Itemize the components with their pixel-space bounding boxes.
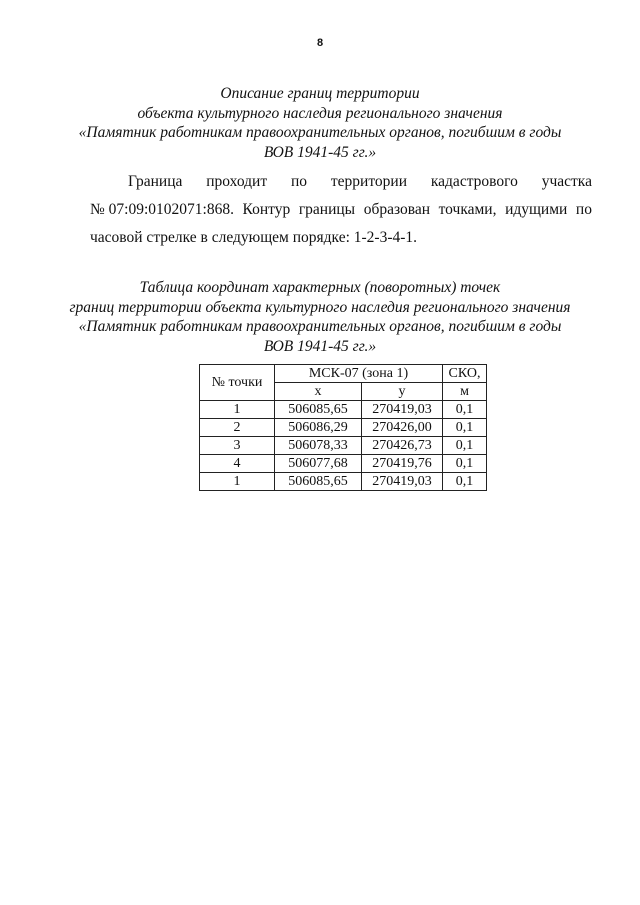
header-point-number: № точки (200, 365, 275, 401)
paragraph-word: образован (363, 201, 431, 218)
table-title-line: Таблица координат характерных (поворотных) точек (139, 279, 501, 296)
cell-sko: 0,1 (443, 401, 487, 419)
paragraph-word: кадастрового (430, 173, 518, 190)
cell-y: 270419,03 (362, 401, 443, 419)
paragraph-word: № (90, 201, 105, 218)
paragraph-word: по (575, 201, 592, 218)
page-number: 8 (316, 37, 324, 49)
paragraph-line: часовой стрелке в следующем порядке: 1-2-3-4-1. (90, 229, 418, 246)
cell-y: 270426,73 (362, 437, 443, 455)
table-row (200, 401, 487, 419)
cell-y: 270426,00 (362, 419, 443, 437)
cell-point: 3 (200, 437, 275, 455)
cell-point: 1 (200, 401, 275, 419)
section-title (60, 84, 580, 162)
paragraph-word: по (290, 173, 308, 190)
cell-point: 2 (200, 419, 275, 437)
table-title-line: «Памятник работникам правоохранительных органов, погибшим в годы (78, 318, 562, 335)
boundary-paragraph (90, 168, 592, 252)
paragraph-word: точками, (438, 201, 497, 218)
paragraph-word: Граница (128, 173, 183, 190)
cell-sko: 0,1 (443, 419, 487, 437)
paragraph-word: территории (330, 173, 407, 190)
paragraph-word: участка (541, 173, 592, 190)
cell-point: 4 (200, 455, 275, 473)
table-header-row (200, 365, 487, 383)
header-unit: м (443, 383, 487, 401)
cell-point: 1 (200, 473, 275, 491)
section-title-line: объекта культурного наследия регионального значения (137, 104, 503, 122)
table-row (200, 437, 487, 455)
section-title-line: «Памятник работникам правоохранительных органов, погибшим в годы (78, 124, 562, 141)
cell-y: 270419,76 (362, 455, 443, 473)
paragraph-line (90, 168, 592, 196)
cell-x: 506077,68 (275, 455, 362, 473)
table-row (200, 419, 487, 437)
table-title-line: границ территории объекта культурного наследия регионального значения (69, 298, 571, 316)
header-coordinate-system: МСК-07 (зона 1) (275, 365, 443, 383)
cell-sko: 0,1 (443, 455, 487, 473)
table-row (200, 473, 487, 491)
paragraph-word: идущими (505, 201, 568, 218)
paragraph-word: границы (298, 201, 356, 218)
table-title-line: ВОВ 1941-45 гг.» (263, 337, 377, 355)
section-title-line: Описание границ территории (220, 85, 420, 102)
cell-sko: 0,1 (443, 437, 487, 455)
paragraph-line (90, 196, 592, 224)
header-y: y (362, 383, 443, 401)
paragraph-word: Контур (242, 201, 291, 218)
table-row (200, 455, 487, 473)
cell-x: 506086,29 (275, 419, 362, 437)
paragraph-word (90, 196, 234, 224)
section-title-line: ВОВ 1941-45 гг.» (263, 143, 377, 161)
header-sko: СКО, (443, 365, 487, 383)
cell-y: 270419,03 (362, 473, 443, 491)
cell-x: 506085,65 (275, 473, 362, 491)
cell-x: 506078,33 (275, 437, 362, 455)
cell-sko: 0,1 (443, 473, 487, 491)
cadastral-number: 07:09:0102071:868. (108, 201, 234, 218)
paragraph-word: проходит (206, 173, 268, 190)
table-title (60, 278, 580, 356)
header-x: x (275, 383, 362, 401)
coordinates-table (199, 364, 487, 491)
cell-x: 506085,65 (275, 401, 362, 419)
